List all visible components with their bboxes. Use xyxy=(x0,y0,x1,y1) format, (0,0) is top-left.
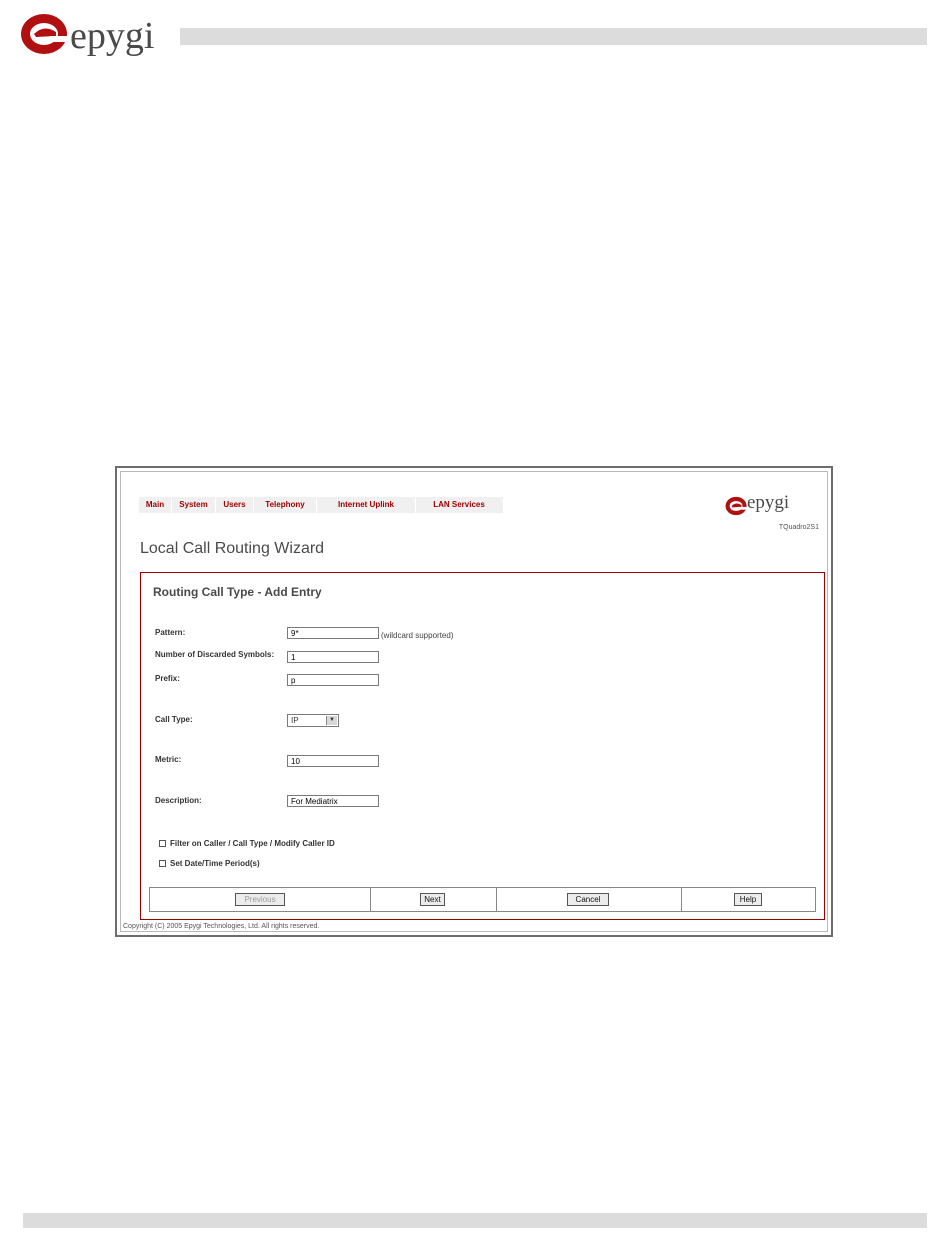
help-button[interactable]: Help xyxy=(734,893,762,906)
pattern-input[interactable] xyxy=(287,627,379,639)
discarded-symbols-input[interactable] xyxy=(287,651,379,663)
call-type-value: IP xyxy=(291,716,299,725)
epygi-e-logo-icon xyxy=(20,10,72,58)
cancel-button[interactable]: Cancel xyxy=(567,893,609,906)
menu-item-system[interactable]: System xyxy=(172,497,216,513)
call-type-label: Call Type: xyxy=(155,715,193,724)
main-menu xyxy=(139,497,503,513)
filter-checkbox-label: Filter on Caller / Call Type / Modify Caller ID xyxy=(170,839,335,848)
menu-item-lan-services[interactable]: LAN Services xyxy=(433,500,485,509)
app-logo-wordmark: epygi xyxy=(747,492,790,513)
datetime-checkbox-label: Set Date/Time Period(s) xyxy=(170,859,260,868)
dropdown-arrow-icon[interactable]: ▼ xyxy=(326,716,337,725)
wizard-panel xyxy=(140,572,825,920)
previous-button[interactable]: Previous xyxy=(235,893,285,906)
button-cell xyxy=(682,888,815,911)
device-model: TQuadro2S1 xyxy=(778,524,819,531)
prefix-label: Prefix: xyxy=(155,674,180,683)
app-logo xyxy=(725,492,817,517)
screenshot-frame xyxy=(120,471,828,932)
metric-input[interactable] xyxy=(287,755,379,767)
header-bar xyxy=(180,28,927,45)
wizard-screenshot xyxy=(115,466,833,937)
epygi-e-small-icon xyxy=(725,495,749,517)
discarded-symbols-label: Number of Discarded Symbols: xyxy=(155,650,275,659)
copyright-text: Copyright (C) 2005 Epygi Technologies, Ltd. All rights reserved. xyxy=(123,923,320,930)
pattern-hint: (wildcard supported) xyxy=(381,631,454,640)
panel-title: Routing Call Type - Add Entry xyxy=(153,585,322,599)
menu-item-internet-uplink[interactable]: Internet Uplink xyxy=(317,497,416,513)
logo-wordmark: epygi xyxy=(70,15,155,57)
wizard-button-bar xyxy=(149,887,816,912)
metric-label: Metric: xyxy=(155,755,182,764)
prefix-input[interactable] xyxy=(287,674,379,686)
description-label: Description: xyxy=(155,796,202,805)
description-input[interactable] xyxy=(287,795,379,807)
page-title: Local Call Routing Wizard xyxy=(140,540,325,557)
menu-item-main[interactable]: Main xyxy=(139,497,172,513)
datetime-checkbox[interactable] xyxy=(159,860,166,867)
button-cell xyxy=(371,888,497,911)
pattern-label: Pattern: xyxy=(155,628,186,637)
filter-checkbox[interactable] xyxy=(159,840,166,847)
call-type-select[interactable] xyxy=(287,714,339,727)
next-button[interactable]: Next xyxy=(420,893,445,906)
epygi-logo xyxy=(20,10,180,60)
footer-bar xyxy=(23,1213,927,1228)
button-cell xyxy=(150,888,371,911)
menu-item-users[interactable]: Users xyxy=(216,497,254,513)
menu-item-telephony[interactable]: Telephony xyxy=(254,497,317,513)
button-cell xyxy=(497,888,682,911)
